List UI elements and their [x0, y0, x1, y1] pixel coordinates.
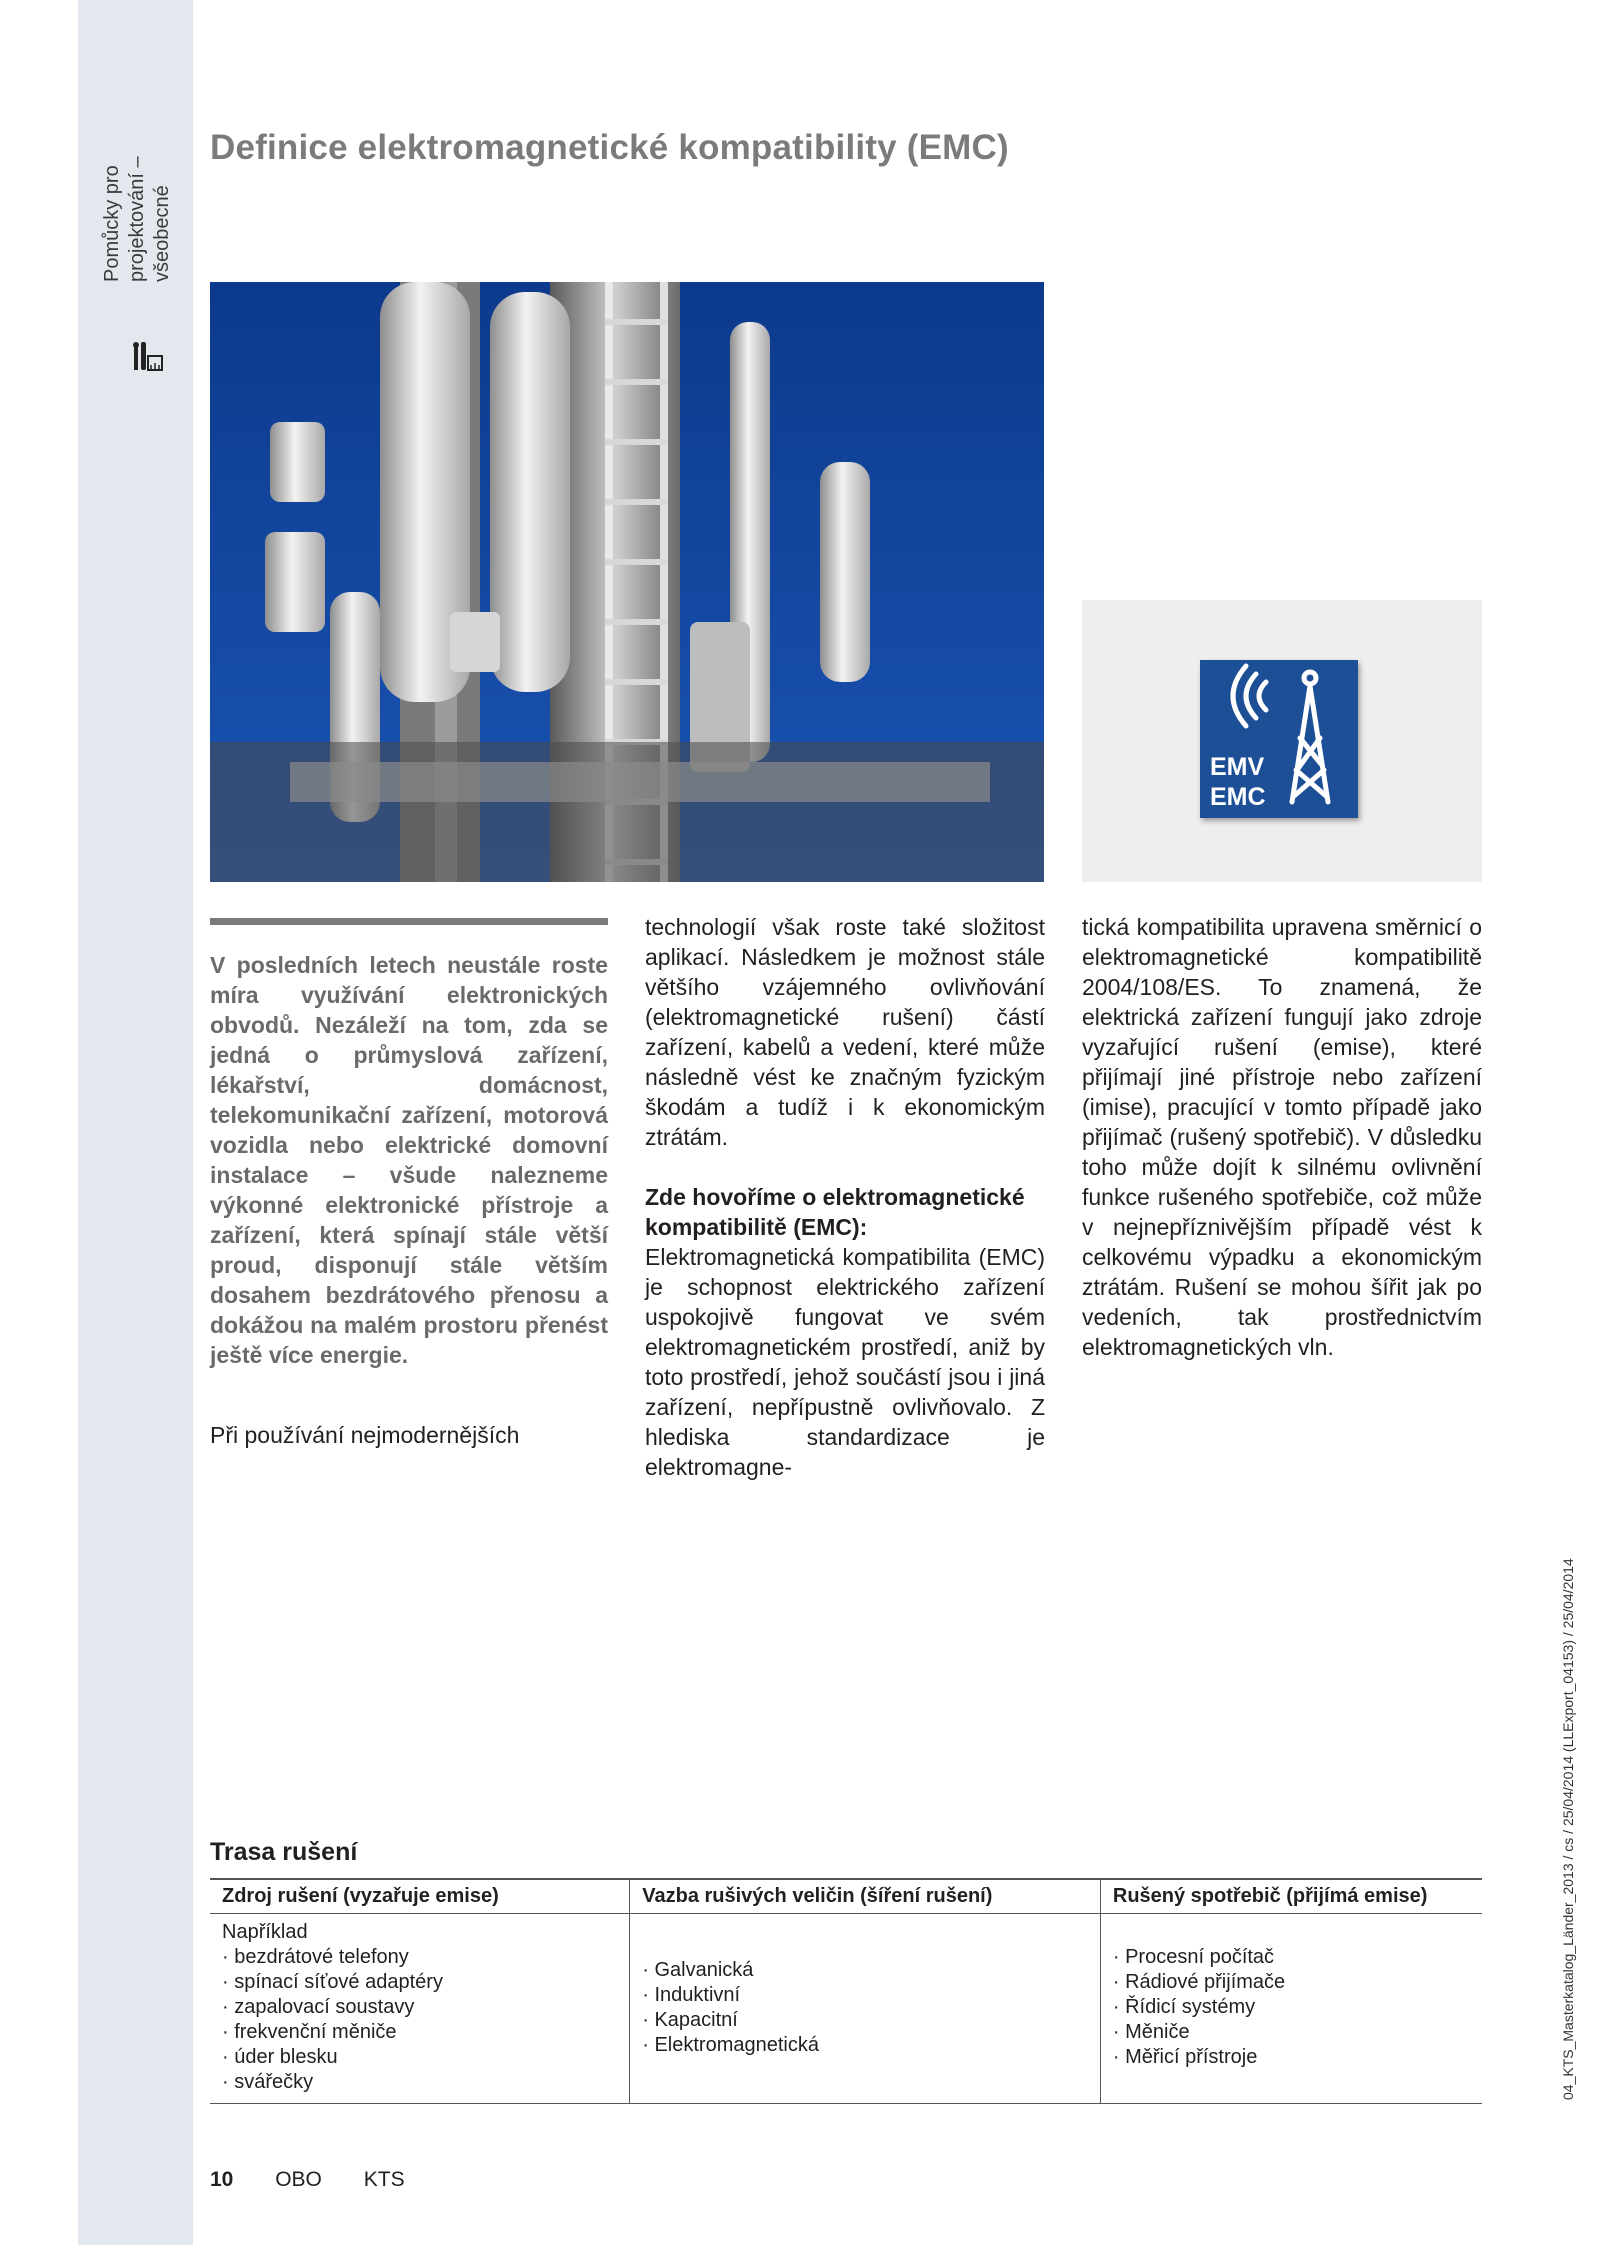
emc-definition-paragraph: Elektromagnetická kompatibilita (EMC) je schopnost elektrického zařízení uspokojivě fungovat ve svém elektromagnetickém prostředí, aniž by toto prostředí, jehož součástí jsou i jiná zařízení, nepřípustně ovlivňovalo. Z hlediska standardizace je elektromagne-	[645, 1244, 1045, 1480]
sidebar	[78, 0, 193, 2245]
list-item: · Elektromagnetická	[642, 2033, 819, 2056]
emc-logo	[1200, 660, 1358, 818]
page-number: 10	[210, 2168, 234, 2191]
emc-logo-text	[1210, 752, 1266, 812]
table-row	[210, 1914, 1482, 2104]
header-coupling: Vazba rušivých veličin (šíření rušení)	[630, 1879, 1101, 1914]
paragraph-start: Při používání nejmodernějších	[210, 1422, 520, 1448]
interference-path-table	[210, 1878, 1482, 2104]
list-item: · Měniče	[1112, 2021, 1190, 2043]
logo-line-emv: EMV	[1210, 753, 1265, 781]
list-item: · Procesní počítač	[1112, 1946, 1275, 1968]
list-item: · zapalovací soustavy	[222, 1996, 415, 2018]
cell-tower-antenna-photo	[210, 282, 1044, 882]
sidebar-label-line: projektování –	[126, 156, 148, 282]
tools-ruler-icon	[130, 340, 164, 374]
list-item: · Řídicí systémy	[1112, 1996, 1256, 2018]
list-item: · frekvenční měniče	[222, 2021, 397, 2043]
table-title: Trasa rušení	[210, 1838, 358, 1866]
list-item: · spínací síťové adaptéry	[222, 1971, 443, 1993]
list-item: · bezdrátové telefony	[222, 1946, 409, 1968]
cell-source	[210, 1914, 630, 2104]
text-column-2	[645, 912, 1045, 1482]
list-item: · Galvanická	[642, 1958, 754, 1981]
text-column-1	[210, 950, 608, 1450]
paragraph-continued: technologií však roste také složitost aplikací. Následkem je možnost stále většího vzájemného ovlivňování (elektromagnetické rušení) částí zařízení, kabelů a vedení, které může následně vést ke značným fyzickým škodám a tudíž i k ekonomickým ztrátám.	[645, 914, 1045, 1150]
page-title: Definice elektromagnetické kompatibility (EMC)	[210, 128, 1009, 167]
lead-paragraph: V posledních letech neustále roste míra využívání elektronických obvodů. Nezáleží na tom, zda se jedná o průmyslová zařízení, lékařství, domácnost, telekomunikační zařízení, motorová vozidla nebo elektrické domovní instalace – všude nalezneme výkonné elektronické přístroje a zařízení, která spínají stále větší proud, disponují stále větším dosahem bezdrátového přenosu a dokážou na malém prostoru přenést ještě více energie.	[210, 952, 608, 1368]
cell-coupling	[630, 1914, 1101, 2104]
print-metadata: 04_KTS_Masterkatalog_Länder_2013 / cs / 25/04/2014 (LLExport_04153) / 25/04/2014	[1560, 1558, 1576, 2100]
subheading: Zde hovoříme o elektromagnetické kompatibilitě (EMC):	[645, 1184, 1025, 1240]
section-rule	[210, 918, 608, 925]
sidebar-label-line: Pomůcky pro	[101, 165, 123, 282]
list-item: · svářečky	[222, 2071, 314, 2093]
page-footer	[210, 2168, 441, 2192]
sidebar-label-line: všeobecné	[151, 185, 173, 282]
footer-product: KTS	[363, 2168, 405, 2191]
list-item: · Induktivní	[642, 1983, 741, 2006]
list-item: · úder blesku	[222, 2046, 338, 2068]
list-item: · Kapacitní	[642, 2008, 738, 2031]
table-header-row	[210, 1879, 1482, 1914]
header-receiver: Rušený spotřebič (přijímá emise)	[1100, 1879, 1482, 1914]
list-item: · Rádiové přijímače	[1112, 1971, 1286, 1993]
list-item: · Měřicí přístroje	[1112, 2046, 1258, 2068]
list-item: Například	[222, 1921, 308, 1943]
text-column-3	[1082, 912, 1482, 1362]
header-source: Zdroj rušení (vyzařuje emise)	[210, 1879, 630, 1914]
sidebar-section-label	[100, 142, 175, 282]
logo-line-emc: EMC	[1210, 783, 1266, 811]
emc-definition-continued: tická kompatibilita upravena směrnicí o elektromagnetické kompatibilitě 2004/108/ES. To znamená, že elektrická zařízení fungují jako zdroje vyzařující rušení (emise), které přijímají jiné přístroje nebo zařízení (imise), pracující v tomto případě jako přijímač (rušený spotřebič). V důsledku toho může dojít k silnému ovlivnění funkce rušeného spotřebiče, což může v nejnepříznivějším případě vést k celkovému výpadku a ekonomickým ztrátám. Rušení se mohou šířit jak po vedeních, tak prostřednictvím elektromagnetických vln.	[1082, 914, 1482, 1360]
cell-receiver	[1100, 1914, 1482, 2104]
footer-brand: OBO	[275, 2168, 322, 2191]
